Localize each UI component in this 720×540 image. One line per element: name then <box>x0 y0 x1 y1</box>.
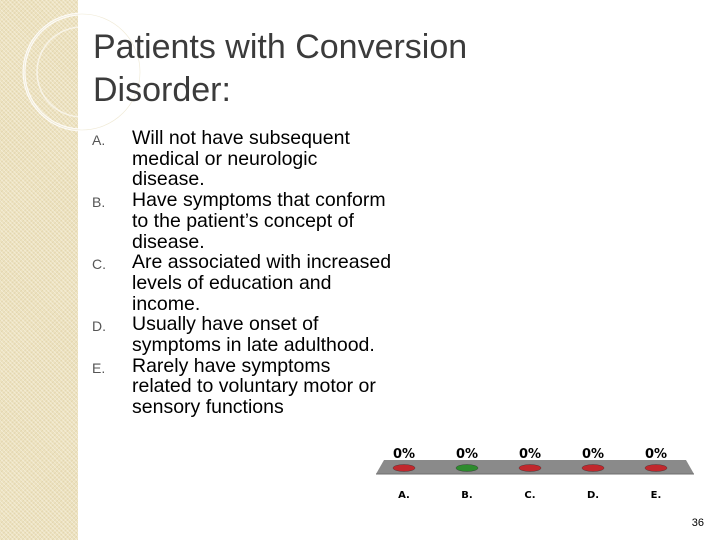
option-text: Rarely have symptoms related to voluntary motor or sensory functions <box>132 354 376 419</box>
option-letter: E. <box>92 359 106 376</box>
poll-category-label: E. <box>650 490 662 501</box>
answer-options-list <box>92 128 392 418</box>
poll-percent-label: 0% <box>644 447 668 462</box>
poll-bar-base <box>645 465 667 472</box>
option-text: Usually have onset of symptoms in late adulthood. <box>132 313 375 357</box>
page-number: 36 <box>691 517 704 529</box>
poll-category-label: C. <box>524 490 536 501</box>
poll-percent-label: 0% <box>581 447 605 462</box>
option-letter: C. <box>92 256 106 273</box>
option-text: Have symptoms that conform to the patient’s concept of disease. <box>132 189 386 253</box>
poll-bar-base <box>393 465 415 472</box>
option-letter: D. <box>92 318 106 335</box>
poll-percent-label: 0% <box>518 447 542 462</box>
slide-title: Patients with Conversion Disorder: <box>93 28 468 109</box>
poll-percent-label: 0% <box>392 447 416 462</box>
poll-bar-base <box>582 465 604 472</box>
option-letter: A. <box>92 132 106 148</box>
poll-bar-base <box>456 465 478 472</box>
answer-option-a[interactable] <box>92 128 392 190</box>
poll-category-label: B. <box>461 490 473 501</box>
poll-results-chart <box>370 440 700 510</box>
poll-bar-base <box>519 465 541 472</box>
option-letter: B. <box>92 194 106 211</box>
answer-option-c[interactable] <box>92 252 392 314</box>
poll-percent-label: 0% <box>455 447 479 462</box>
poll-category-label: A. <box>398 490 410 501</box>
answer-option-b[interactable] <box>92 190 392 252</box>
option-text: Will not have subsequent medical or neurologic disease. <box>132 127 350 191</box>
answer-option-e[interactable] <box>92 356 392 418</box>
answer-option-d[interactable] <box>92 314 392 355</box>
poll-category-label: D. <box>586 490 600 501</box>
option-text: Are associated with increased levels of education and income. <box>132 251 392 315</box>
